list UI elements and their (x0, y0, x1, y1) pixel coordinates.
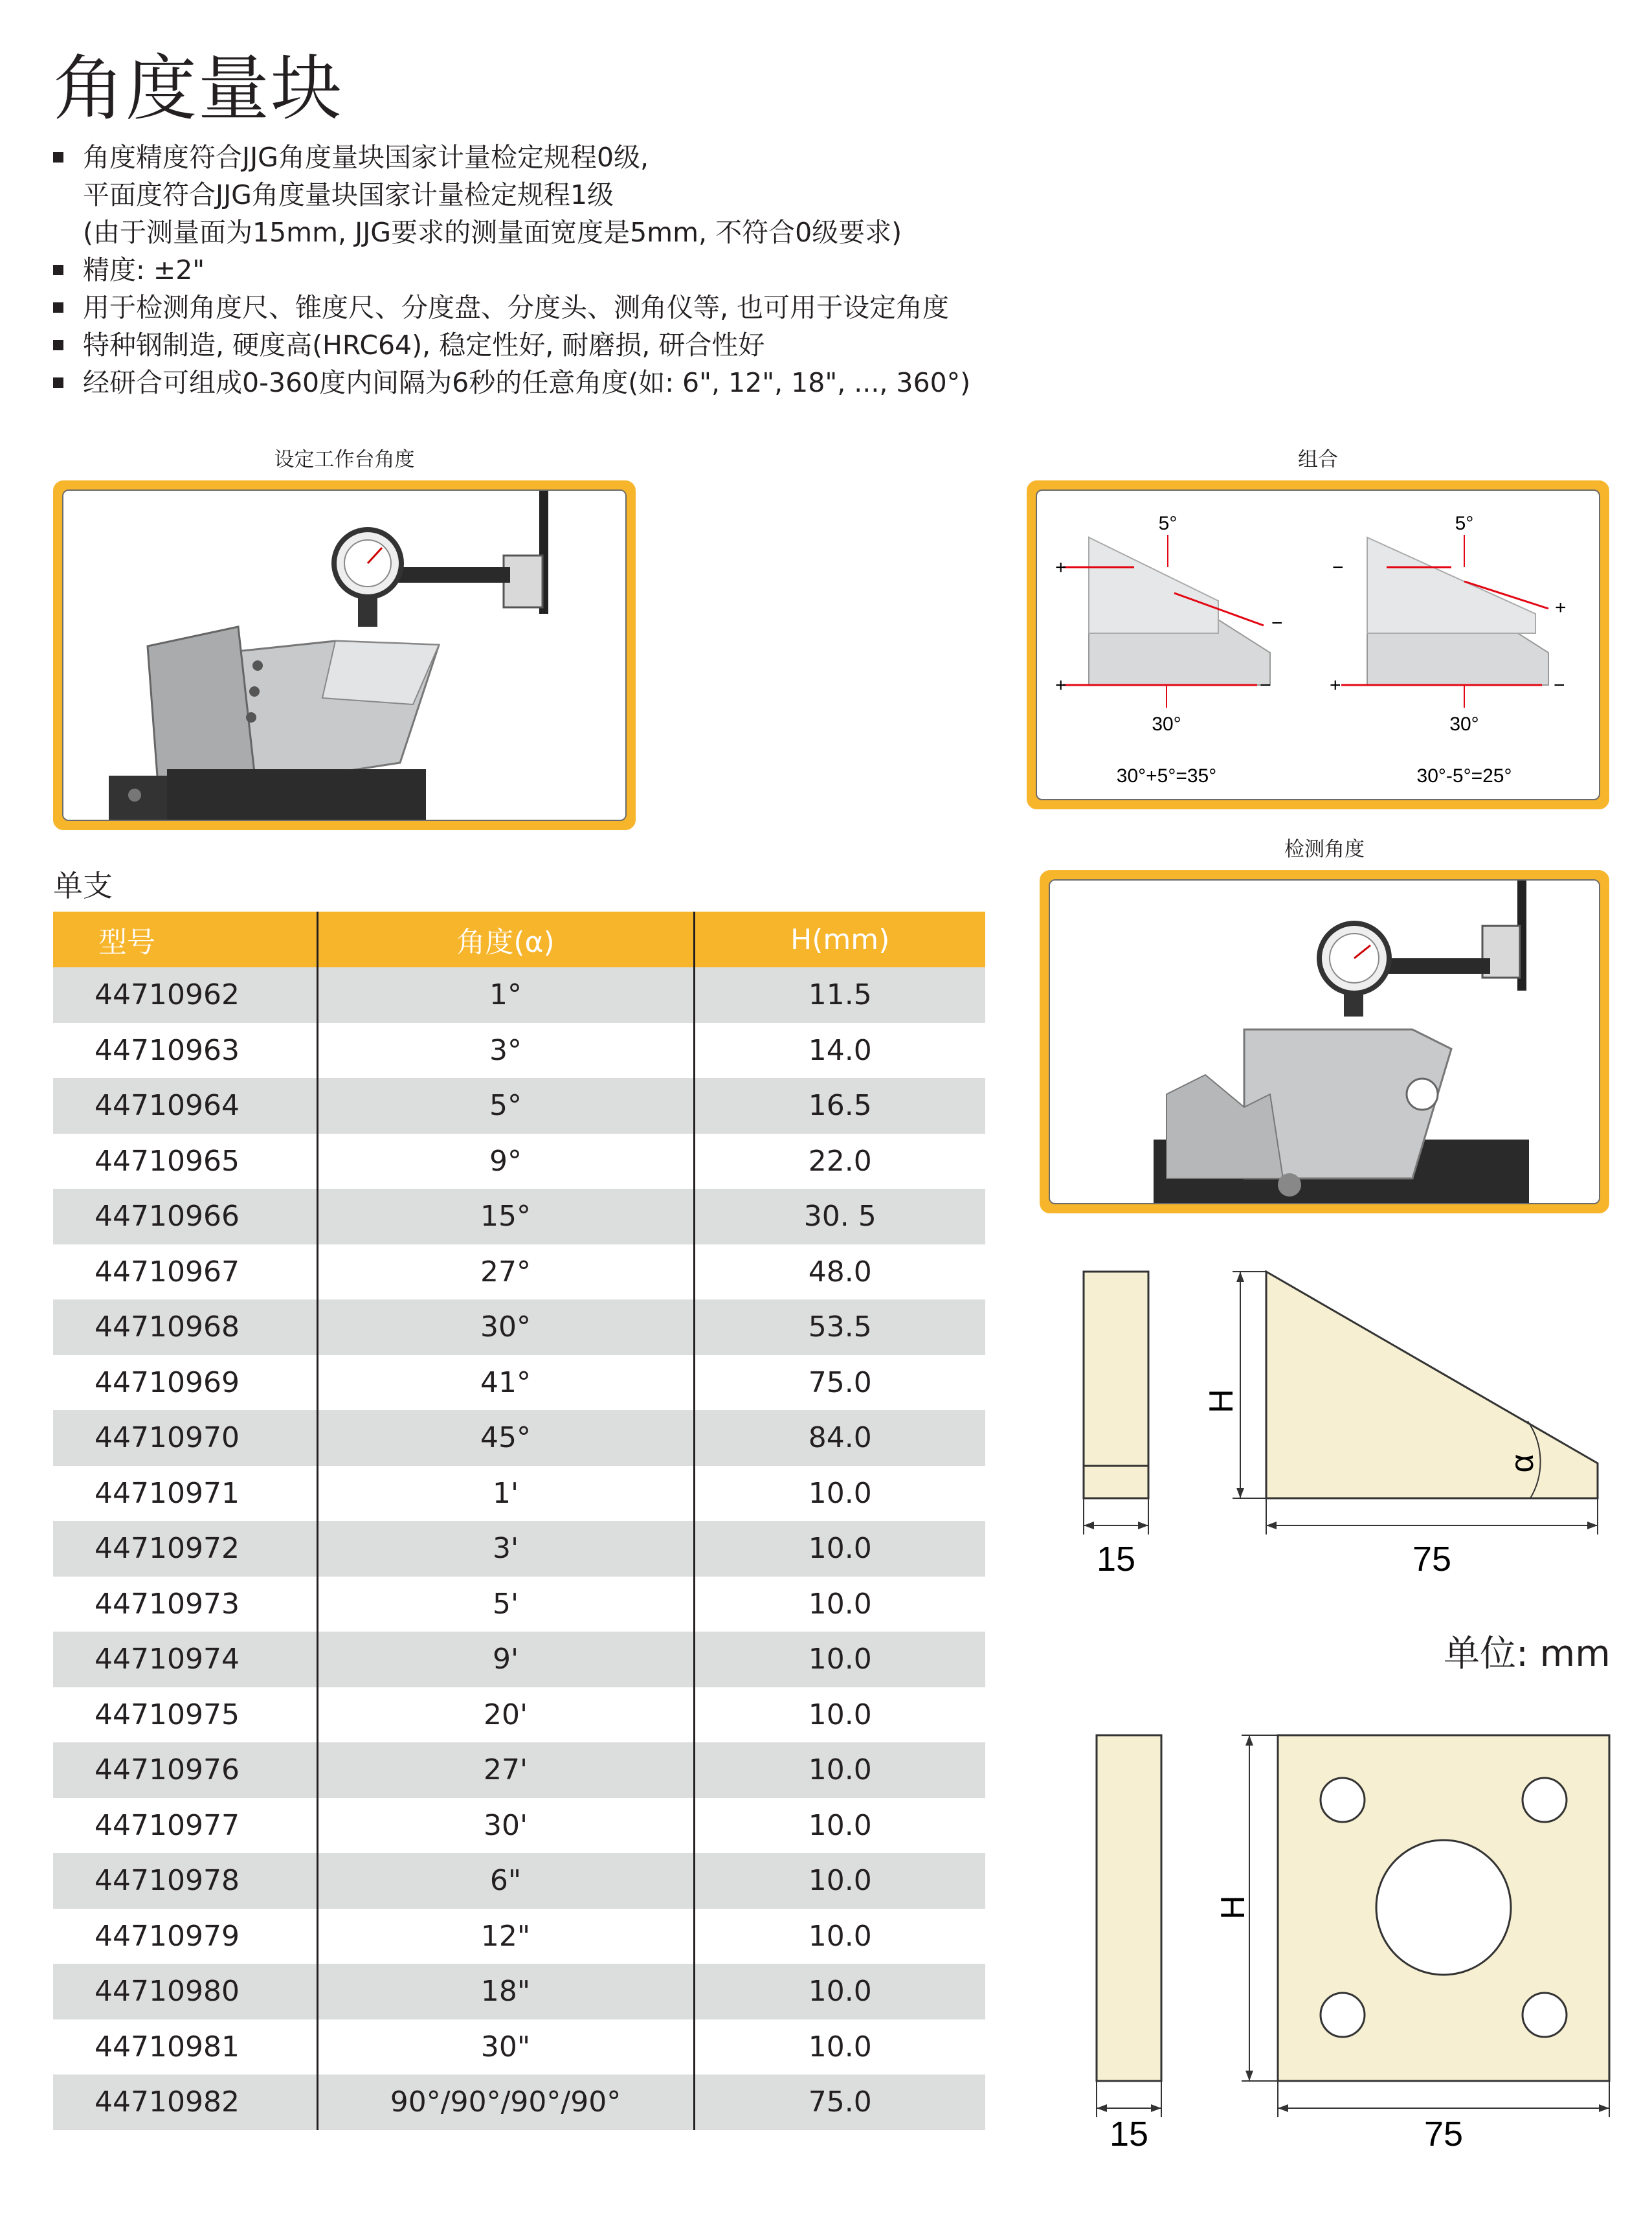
cell-height: 10.0 (694, 1632, 985, 1687)
table-row (53, 1521, 985, 1577)
table-row (53, 1023, 985, 1079)
combo-left-bottom-angle: 30° (1152, 714, 1181, 735)
center-hole (1376, 1840, 1511, 1975)
combo-left-sign-1: + (1055, 557, 1067, 578)
cell-angle: 5' (317, 1577, 694, 1632)
cell-angle: 5° (317, 1078, 694, 1134)
table-row (53, 1909, 985, 1964)
combo-right-sign-2: + (1555, 597, 1567, 618)
drawing2-h-label: H (1214, 1895, 1252, 1920)
table-row (53, 1078, 985, 1134)
table-row (53, 1964, 985, 2019)
cell-height: 10.0 (694, 1798, 985, 1854)
inspect-photo-illustration (1050, 881, 1599, 1203)
bullet-square-icon (53, 265, 63, 275)
table-row (53, 1577, 985, 1632)
cell-angle: 20' (317, 1687, 694, 1743)
cell-height: 10.0 (694, 1521, 985, 1577)
table-row (53, 1134, 985, 1189)
cell-model: 44710982 (53, 2074, 317, 2130)
combo-right-sign-4: − (1554, 675, 1565, 696)
combo-left-sign-3: + (1055, 675, 1067, 696)
table-row (53, 1687, 985, 1743)
cell-model: 44710980 (53, 1964, 317, 2019)
feature-item: 经研合可组成0-360度内间隔为6秒的任意角度(如: 6", 12", 18", ..., 360°) (53, 364, 1063, 401)
cell-angle: 27° (317, 1244, 694, 1300)
drawing2-width-large: 75 (1423, 2115, 1464, 2150)
table-row (53, 1299, 985, 1355)
table-row (53, 1798, 985, 1854)
cell-angle: 9' (317, 1632, 694, 1687)
table-row (53, 1355, 985, 1411)
table-row (53, 1853, 985, 1909)
combo-right-top-angle: 5° (1455, 513, 1474, 534)
combo-right-sign-1: − (1332, 557, 1344, 578)
cell-model: 44710964 (53, 1078, 317, 1134)
combo-right-bottom-angle: 30° (1449, 714, 1479, 735)
combo-left-top-angle: 5° (1158, 513, 1178, 534)
cell-height: 75.0 (694, 2074, 985, 2130)
side-view-rect (1084, 1272, 1148, 1498)
cell-model: 44710969 (53, 1355, 317, 1411)
cell-height: 10.0 (694, 2019, 985, 2075)
cell-height: 16.5 (694, 1078, 985, 1134)
setup-figure-caption: 设定工作台角度 (274, 448, 415, 471)
bullet-square-icon (53, 152, 63, 163)
table-row (53, 1410, 985, 1466)
cell-height: 14.0 (694, 1023, 985, 1079)
cell-model: 44710978 (53, 1853, 317, 1909)
corner-hole (1321, 1778, 1365, 1822)
table-row (53, 2074, 985, 2130)
page-title: 角度量块 (53, 47, 343, 130)
feature-item: 角度精度符合JJG角度量块国家计量检定规程0级, 平面度符合JJG角度量块国家计量检定规程1级 (由于测量面为15mm, JJG要求的测量面宽度是5mm, 不符合0级要求) (53, 139, 1063, 251)
cell-model: 44710968 (53, 1299, 317, 1355)
combo-right-block-upper (1367, 537, 1535, 633)
spec-table (53, 912, 985, 2130)
corner-hole (1523, 1993, 1567, 2037)
feature-item: 特种钢制造, 硬度高(HRC64), 稳定性好, 耐磨损, 研合性好 (53, 326, 1063, 364)
cell-height: 75.0 (694, 1355, 985, 1411)
table-row (53, 2019, 985, 2075)
cell-model: 44710963 (53, 1023, 317, 1079)
combo-left-sign-4: − (1260, 675, 1271, 696)
table-row (53, 967, 985, 1023)
cell-angle: 41° (317, 1355, 694, 1411)
cell-height: 10.0 (694, 1742, 985, 1798)
cell-model: 44710974 (53, 1632, 317, 1687)
cell-height: 10.0 (694, 1964, 985, 2019)
cell-angle: 18" (317, 1964, 694, 2019)
single-piece-label: 单支 (53, 868, 113, 903)
cell-angle: 90°/90°/90°/90° (317, 2074, 694, 2130)
cell-angle: 1' (317, 1466, 694, 1522)
cell-model: 44710966 (53, 1189, 317, 1244)
cell-angle: 6" (317, 1853, 694, 1909)
feature-list (53, 139, 1063, 401)
cell-angle: 15° (317, 1189, 694, 1244)
cell-model: 44710972 (53, 1521, 317, 1577)
cell-height: 10.0 (694, 1577, 985, 1632)
cell-angle: 3° (317, 1023, 694, 1079)
cell-model: 44710981 (53, 2019, 317, 2075)
cell-model: 44710979 (53, 1909, 317, 1964)
table-row (53, 1244, 985, 1300)
cell-height: 22.0 (694, 1134, 985, 1189)
combo-illustration (1037, 491, 1599, 799)
cell-model: 44710970 (53, 1410, 317, 1466)
cell-model: 44710973 (53, 1577, 317, 1632)
corner-hole (1523, 1778, 1567, 1822)
unit-label: 单位: mm (1444, 1633, 1611, 1675)
cell-model: 44710975 (53, 1687, 317, 1743)
combo-figure-caption: 组合 (1298, 448, 1338, 471)
drawing1-h-label: H (1203, 1389, 1240, 1413)
cell-angle: 30° (317, 1299, 694, 1355)
cell-angle: 12" (317, 1909, 694, 1964)
combo-figure-frame (1027, 480, 1609, 809)
header-angle: 角度(α) (317, 912, 694, 967)
cell-angle: 9° (317, 1134, 694, 1189)
table-body (53, 967, 985, 2130)
bullet-square-icon (53, 377, 63, 388)
cell-model: 44710977 (53, 1798, 317, 1854)
cell-model: 44710976 (53, 1742, 317, 1798)
cell-angle: 30' (317, 1798, 694, 1854)
cell-height: 10.0 (694, 1687, 985, 1743)
cell-height: 53.5 (694, 1299, 985, 1355)
combo-left-sign-2: − (1271, 613, 1283, 634)
angle-block-drawing (1062, 1256, 1631, 1593)
table-row (53, 1466, 985, 1522)
table-row (53, 1632, 985, 1687)
cell-angle: 45° (317, 1410, 694, 1466)
inspect-photo-frame (1040, 870, 1609, 1213)
drawing1-alpha-label: α (1504, 1454, 1540, 1473)
combo-left-block-upper (1089, 537, 1218, 633)
square-side-view (1097, 1735, 1161, 2081)
front-view-wedge (1266, 1272, 1598, 1498)
cell-angle: 1° (317, 967, 694, 1023)
setup-photo-frame (53, 480, 636, 830)
square-block-drawing (1075, 1722, 1644, 2150)
cell-height: 10.0 (694, 1909, 985, 1964)
setup-photo-illustration (63, 491, 625, 820)
feature-item: 用于检测角度尺、锥度尺、分度盘、分度头、测角仪等, 也可用于设定角度 (53, 289, 1063, 326)
table-row (53, 1742, 985, 1798)
combo-left-formula: 30°+5°=35° (1116, 765, 1217, 787)
cell-height: 84.0 (694, 1410, 985, 1466)
drawing1-width-large: 75 (1412, 1540, 1452, 1579)
inspect-figure-caption: 检测角度 (1284, 838, 1365, 861)
combo-right-formula: 30°-5°=25° (1416, 765, 1512, 787)
corner-hole (1321, 1993, 1365, 2037)
combo-right-sign-3: + (1330, 675, 1341, 696)
cell-height: 48.0 (694, 1244, 985, 1300)
drawing1-width-small: 15 (1096, 1540, 1136, 1579)
cell-model: 44710971 (53, 1466, 317, 1522)
feature-item: 精度: ±2" (53, 251, 1063, 289)
cell-height: 10.0 (694, 1853, 985, 1909)
bullet-square-icon (53, 340, 63, 350)
cell-angle: 3' (317, 1521, 694, 1577)
table-row (53, 1189, 985, 1244)
drawing2-width-small: 15 (1109, 2115, 1149, 2150)
header-model: 型号 (53, 912, 317, 967)
cell-model: 44710967 (53, 1244, 317, 1300)
cell-height: 10.0 (694, 1466, 985, 1522)
table-header-row (53, 912, 985, 967)
cell-model: 44710965 (53, 1134, 317, 1189)
cell-height: 30. 5 (694, 1189, 985, 1244)
cell-model: 44710962 (53, 967, 317, 1023)
header-height: H(mm) (694, 912, 985, 967)
cell-angle: 27' (317, 1742, 694, 1798)
cell-angle: 30" (317, 2019, 694, 2075)
bullet-square-icon (53, 302, 63, 313)
cell-height: 11.5 (694, 967, 985, 1023)
